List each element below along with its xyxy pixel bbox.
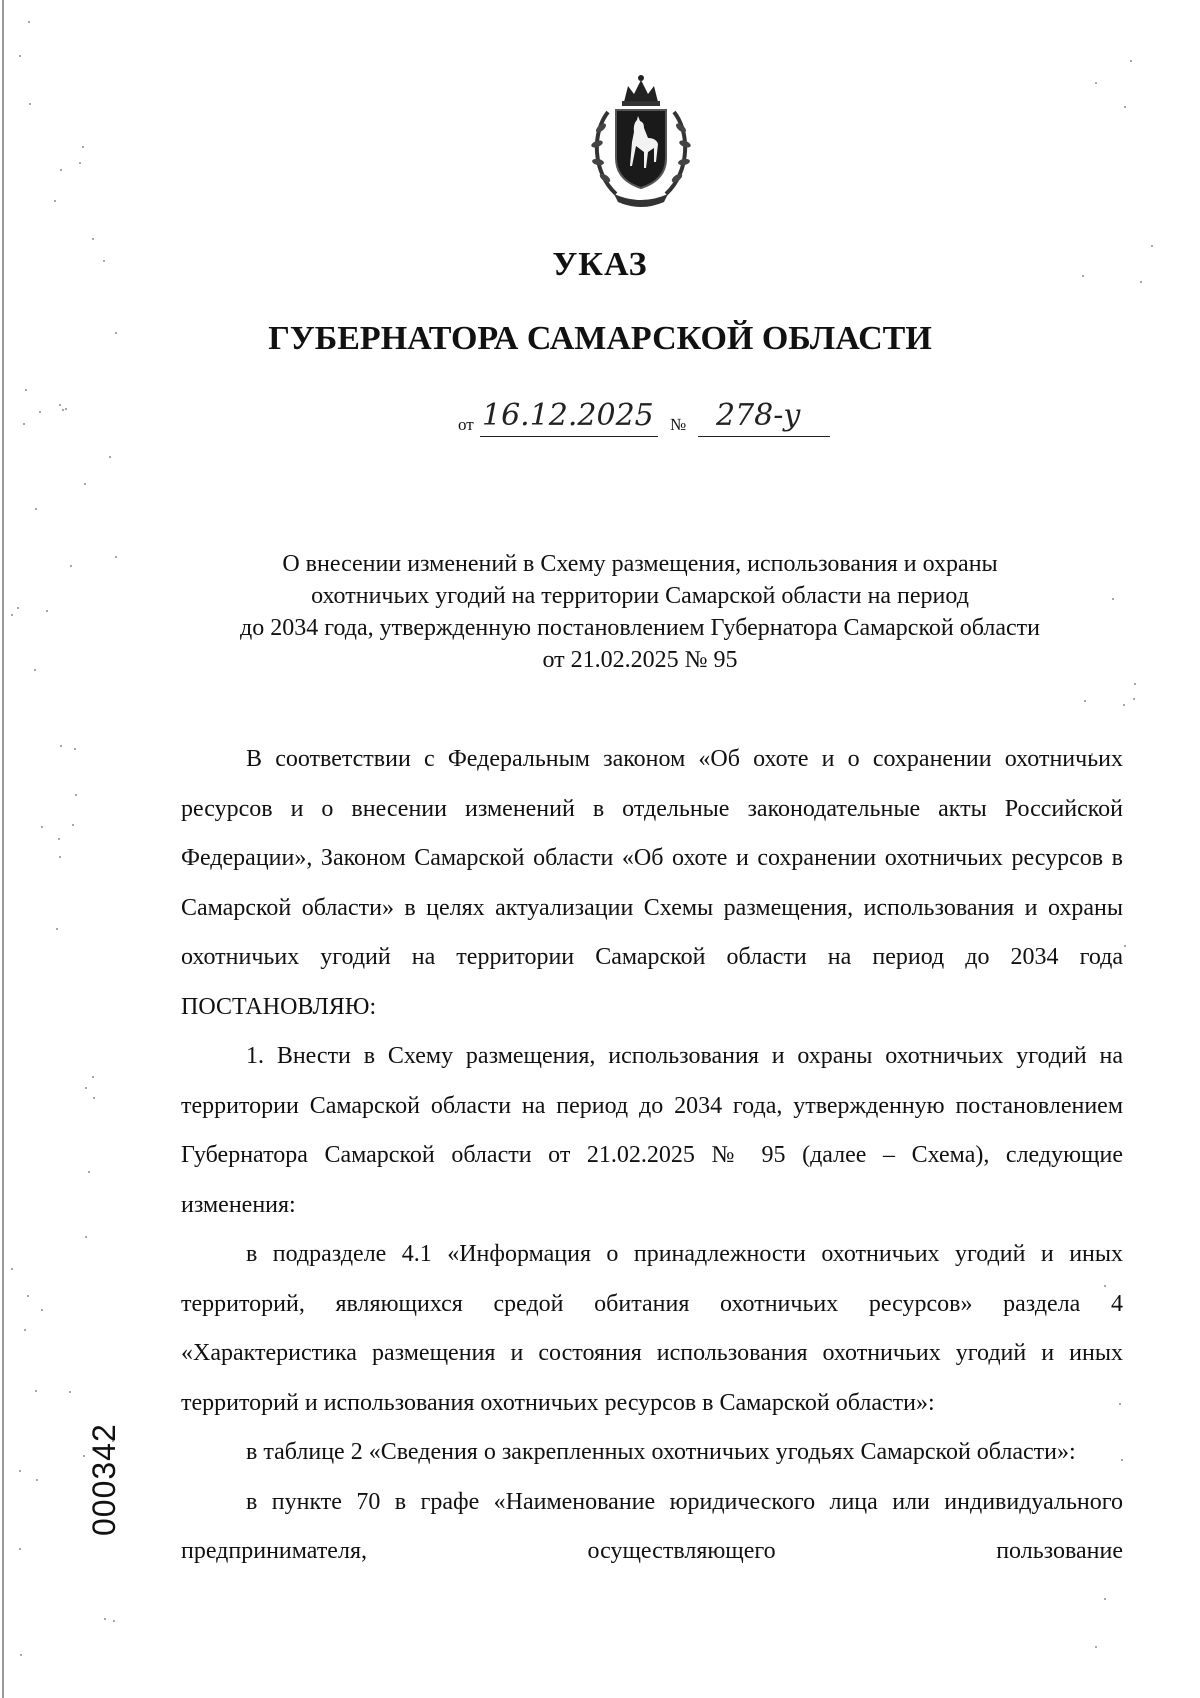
scan-speck [41, 1309, 43, 1311]
scan-speck [58, 838, 60, 840]
subject-line: О внесении изменений в Схему размещения, использования и охраны [282, 551, 998, 577]
scan-speck [28, 21, 30, 23]
scan-speck [59, 856, 61, 858]
scan-speck [41, 826, 43, 828]
handwritten-number: 278-у [716, 398, 801, 433]
subject-line: охотничьих угодий на территории Самарской области на период [311, 583, 969, 609]
scan-speck [34, 669, 36, 671]
scan-speck [1095, 82, 1097, 84]
scan-speck [85, 1087, 87, 1089]
scan-speck [1133, 698, 1135, 700]
subject-line: от 21.02.2025 № 95 [542, 647, 738, 673]
document-body [181, 735, 1123, 1577]
scan-speck [24, 1329, 26, 1331]
scan-speck [84, 483, 86, 485]
scan-speck [39, 411, 41, 413]
scan-speck [1123, 704, 1125, 706]
scan-speck [20, 1654, 22, 1656]
scan-speck [60, 169, 62, 171]
scan-speck [1084, 700, 1086, 702]
scan-speck [1124, 106, 1126, 108]
scan-speck [19, 1470, 21, 1472]
registration-stamp-number: 000342 [86, 1423, 122, 1536]
scan-speck [35, 1390, 37, 1392]
scan-speck [83, 1455, 85, 1457]
scan-speck [75, 794, 77, 796]
scan-speck [23, 423, 25, 425]
table-paragraph: в таблице 2 «Сведения о закрепленных охотничьих угодьях Самарской области»: [246, 1439, 1076, 1465]
scan-speck [1104, 1598, 1106, 1600]
number-underline [698, 436, 830, 437]
handwritten-date: 16.12.2025 [482, 398, 654, 433]
scan-speck [62, 409, 64, 411]
scan-speck [88, 1171, 90, 1173]
scan-speck [113, 1620, 115, 1622]
scan-speck [115, 556, 117, 558]
date-number-line [458, 400, 878, 440]
scan-speck [109, 456, 111, 458]
scan-speck [46, 610, 48, 612]
scan-speck [56, 928, 58, 930]
point-70-paragraph: в пункте 70 в графе «Наименование юридического лица или индивидуального предпринимателя, осуществляющего пользование [181, 1488, 1123, 1564]
scan-speck [79, 162, 81, 164]
scan-speck [92, 238, 94, 240]
date-underline [480, 436, 658, 437]
subsection-paragraph: в подразделе 4.1 «Информация о принадлежности охотничьих угодий и иных территорий, являющихся средой обитания охотничьих ресурсов» раздела 4 «Характеристика размещения и состояния использования охотничьих угодий и иных территорий и использования охотничьих ресурсов в Самарской области»: [181, 1241, 1123, 1416]
scan-speck [1124, 945, 1126, 947]
scan-speck [65, 408, 67, 410]
scan-speck [1130, 60, 1132, 62]
document-title: УКАЗ [552, 246, 648, 283]
scan-speck [69, 1391, 71, 1393]
scan-speck [82, 146, 84, 148]
subject-line: до 2034 года, утвержденную постановлением Губернатора Самарской области [240, 615, 1040, 641]
scan-speck [25, 389, 27, 391]
scan-speck [1134, 683, 1136, 685]
scan-speck [35, 508, 37, 510]
date-prefix: от [458, 415, 474, 434]
preamble-paragraph: В соответствии с Федеральным законом «Об охоте и о сохранении охотничьих ресурсов и о внесении изменений в отдельные законодательные акты Российской Федерации», Законом Самарской области «Об охоте и сохранении охотничьих ресурсов в Самарской области» в целях актуализации Схемы размещения, использования и охраны охотничьих угодий на территории Самарской области на период до 2034 года ПОСТАНОВЛЯЮ: [181, 746, 1123, 1020]
scan-speck [1112, 598, 1114, 600]
scan-speck [11, 1268, 13, 1270]
scan-speck [1095, 1646, 1097, 1648]
scan-speck [17, 607, 19, 609]
scan-speck [19, 55, 21, 57]
scan-speck [93, 1097, 95, 1099]
scan-speck [70, 565, 72, 567]
samara-coat-of-arms-icon [586, 72, 696, 208]
scan-speck [74, 748, 76, 750]
scan-speck [19, 1548, 21, 1550]
scan-speck [54, 200, 56, 202]
item-1-paragraph: 1. Внести в Схему размещения, использования и охраны охотничьих угодий на территории Самарской области на период до 2034 года, утвержденную постановлением Губернатора Самарской области от 21.02.2025 № 95 (далее – Схема), следующие изменения: [181, 1043, 1123, 1218]
scan-speck [60, 745, 62, 747]
scan-speck [104, 1618, 106, 1620]
scan-speck [29, 103, 31, 105]
scan-speck [11, 614, 13, 616]
number-prefix: № [670, 415, 687, 434]
scan-speck [59, 404, 61, 406]
scan-speck [36, 1479, 38, 1481]
document-subject [180, 548, 1100, 676]
scan-speck [92, 1076, 94, 1078]
scan-speck [72, 824, 74, 826]
scan-speck [85, 1236, 87, 1238]
scan-speck [27, 1295, 29, 1297]
document-subtitle: ГУБЕРНАТОРА САМАРСКОЙ ОБЛАСТИ [268, 320, 932, 357]
